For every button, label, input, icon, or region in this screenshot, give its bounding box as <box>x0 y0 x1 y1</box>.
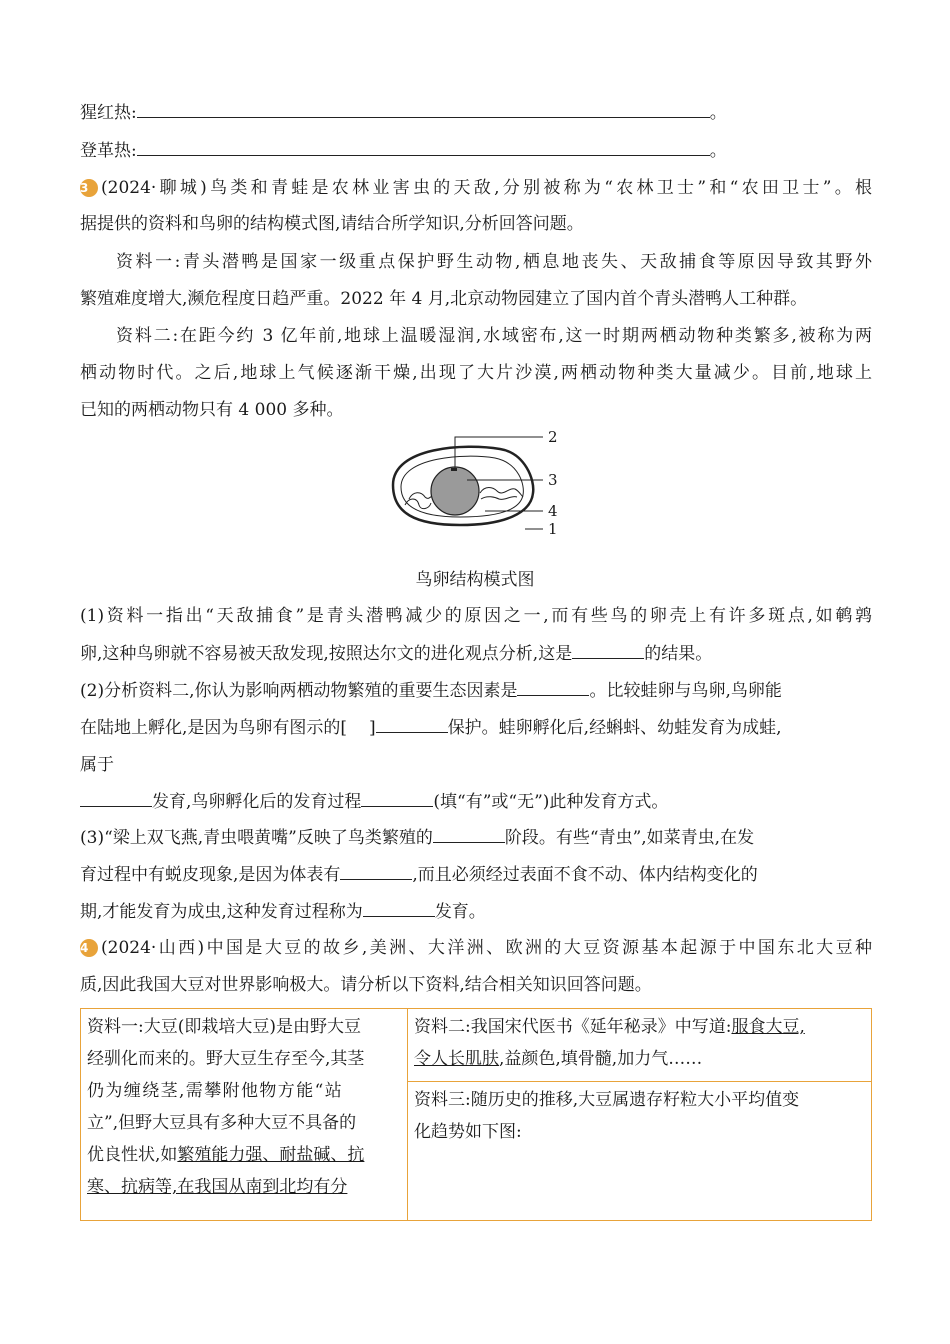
q3-material2-line-3: 已知的两栖动物只有 4 000 多种。 <box>80 400 344 420</box>
q3-material1-line-1: 资料一:青头潜鸭是国家一级重点保护野生动物,栖息地丧失、天敌捕食等原因导致其野外 <box>116 252 872 272</box>
q3-part2-line-2: 在陆地上孵化,是因为鸟卵有图示的[ ] 保护。蛙卵孵化后,经蝌蚪、幼蛙发育为成蛙, <box>80 718 782 738</box>
q3-part2-line-1: (2)分析资料二,你认为影响两栖动物繁殖的重要生态因素是 。比较蛙卵与鸟卵,鸟卵能 <box>80 681 782 701</box>
bird-egg-diagram <box>385 425 575 540</box>
answer-blank[interactable] <box>572 642 644 659</box>
leader-line-2 <box>455 437 543 470</box>
q3-intro-line-2: 据提供的资料和鸟卵的结构模式图,请结合所学知识,分析回答问题。 <box>80 214 584 234</box>
figure-caption: 鸟卵结构模式图 <box>415 570 535 590</box>
answer-blank[interactable] <box>80 790 152 807</box>
germinal-disc <box>451 468 457 471</box>
scarlet-fever-line: 猩红热: 。 <box>80 103 727 123</box>
q3-part1-line-2: 卵,这种鸟卵就不容易被天敌发现,按照达尔文的进化观点分析,这是 的结果。 <box>80 644 713 664</box>
q3-part3-line-1: (3)“梁上双飞燕,青虫喂黄嘴”反映了鸟类繁殖的 阶段。有些“青虫”,如菜青虫,在发 <box>80 828 755 848</box>
material3-cell: 资料三:随历史的推移,大豆属遗存籽粒大小平均值变 化趋势如下图: <box>408 1082 872 1221</box>
q3-material2-line-1: 资料二:在距今约 3 亿年前,地球上温暖湿润,水域密布,这一时期两栖动物种类繁多,被称为两 <box>116 326 872 346</box>
material2-cell: 资料二:我国宋代医书《延年秘录》中写道:服食大豆, 令人长肌肤,益颜色,填骨髓,加力气…… <box>408 1009 872 1082</box>
question-number-badge: 4 <box>80 939 98 957</box>
answer-blank[interactable] <box>361 790 433 807</box>
q3-material2-line-2: 栖动物时代。之后,地球上气候逐渐干燥,出现了大片沙漠,两栖动物种类大量减少。目前,地球上 <box>80 363 872 383</box>
label-3: 3 <box>548 471 558 489</box>
material1-cell: 资料一:大豆(即栽培大豆)是由野大豆 经驯化而来的。野大豆生存至今,其茎 仍为缠绕茎,需攀附他物方能“站 立”,但野大豆具有多种大豆不具备的 优良性状,如繁殖能力强、耐盐碱、抗 寒、抗病等,在我国从南到北均有分 <box>81 1009 408 1221</box>
answer-blank[interactable] <box>517 679 589 696</box>
answer-blank[interactable] <box>340 863 412 880</box>
q3-part3-line-2: 育过程中有蜕皮现象,是因为体表有 ,而且必须经过表面不食不动、体内结构变化的 <box>80 865 758 885</box>
label-4: 4 <box>548 502 558 520</box>
label-2: 2 <box>548 428 558 446</box>
chalaza-right-2 <box>481 497 517 500</box>
answer-blank[interactable] <box>137 139 710 156</box>
q3-part3-line-3: 期,才能发育为成虫,这种发育过程称为 发育。 <box>80 902 486 922</box>
answer-blank[interactable] <box>433 826 505 843</box>
answer-blank[interactable] <box>363 900 435 917</box>
q4-intro-line-1: 4 (2024·山西)中国是大豆的故乡,美洲、大洋洲、欧洲的大豆资源基本起源于中国东北大豆种 <box>80 938 872 958</box>
chalaza-right <box>480 488 523 498</box>
materials-table <box>80 1008 872 1221</box>
q3-part1-line-1: (1)资料一指出“天敌捕食”是青头潜鸭减少的原因之一,而有些鸟的卵壳上有许多斑点,如鹌鹑 <box>80 606 872 626</box>
q3-part2-line-4: 发育,鸟卵孵化后的发育过程 (填“有”或“无”)此种发育方式。 <box>80 790 872 814</box>
answer-blank[interactable] <box>137 101 710 118</box>
q3-part2-line-3: 属于 <box>80 755 114 775</box>
yolk <box>431 467 479 515</box>
question-number-badge: 3 <box>80 179 98 197</box>
dengue-line: 登革热: 。 <box>80 141 727 161</box>
q3-intro-line-1: 3 (2024·聊城)鸟类和青蛙是农林业害虫的天敌,分别被称为“农林卫士”和“农田卫士”。根 <box>80 178 872 198</box>
q3-material1-line-2: 繁殖难度增大,濒危程度日趋严重。2022 年 4 月,北京动物园建立了国内首个青头潜鸭人工种群。 <box>80 289 808 309</box>
label-1: 1 <box>548 520 558 538</box>
answer-blank[interactable] <box>376 716 448 733</box>
q4-intro-line-2: 质,因此我国大豆对世界影响极大。请分析以下资料,结合相关知识回答问题。 <box>80 975 652 995</box>
chalaza-left-2 <box>405 499 431 509</box>
